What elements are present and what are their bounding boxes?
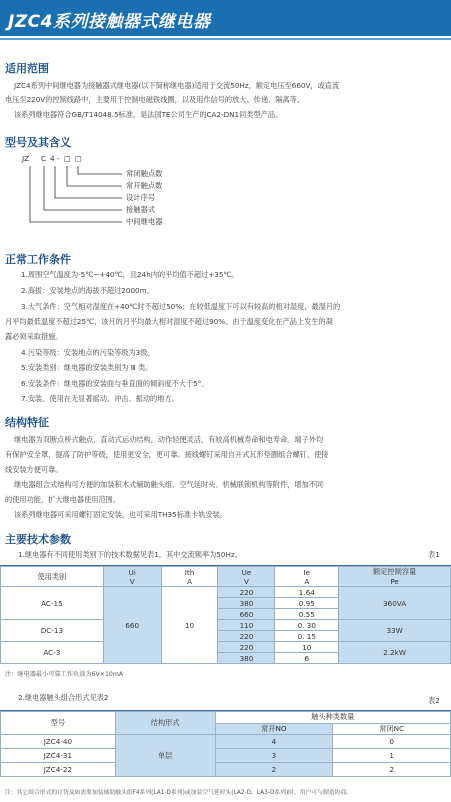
table1-ie-cell: 10: [275, 642, 339, 653]
table2-header-nc: 常闭NC: [333, 723, 451, 735]
table1-ie-cell: 0. 30: [275, 620, 339, 631]
table1-caption: 1.继电器有不同使用类别下的技术数据见表1，其中交流频率为50Hz。: [18, 550, 242, 559]
table2: [0, 711, 451, 777]
table2-header-form: 结构形式: [115, 712, 215, 735]
structure-line-1: 继电器为双断点桥式触点，直动式运动结构，动作轻便灵活，有较高机械寿命和电寿命。端子外均: [14, 435, 324, 444]
table1-ie-cell: 0. 15: [275, 631, 339, 642]
structure-line-2: 有保护安全罩，提高了防护等级，使用更安全，更可靠。接线螺钉采用自升式瓦形垫圈组合螺钉，使接: [5, 450, 329, 459]
table1-ue-cell: 380: [218, 598, 275, 609]
condition-line-2: 2.海拔：安装地点的海拔不超过2000m。: [21, 286, 154, 295]
table1: [0, 566, 451, 664]
table1-ie-cell: 0.55: [275, 609, 339, 620]
structure-line-5: 的使用功能，扩大继电器使用范围。: [5, 495, 121, 504]
table1-ie-cell: 6: [275, 653, 339, 664]
table-row: [1, 620, 451, 631]
structure-line-3: 线安装方便可靠。: [5, 465, 63, 474]
table1-ui-value: 660: [103, 587, 161, 664]
table2-model-cell: JZC4-22: [1, 763, 116, 777]
table2-caption: 2.继电器触头组合形式见表2: [18, 693, 109, 702]
condition-line-3: 3.大气条件：空气相对湿度在+40℃时不超过50%；在较低温度下可以有较高的相对湿度，最湿月的: [21, 302, 341, 311]
condition-line-7: 5.安装类别：继电器的安装类别为 Ⅲ 类。: [21, 363, 153, 372]
scope-line-2: 电压至220V的控制线路中，主要用于控制电磁铁线圈，以及用作信号的放大、传递、隔离等。: [5, 95, 304, 104]
condition-line-4: 月平均最低温度不超过25℃，该月的月平均最大相对湿度不超过90%。由于温度变化在产品上发生的凝: [5, 317, 333, 326]
table1-capacity-ac15: 360VA: [339, 587, 451, 620]
table1-category-ac3: AC-3: [1, 642, 104, 664]
section-heading-model: 型号及其含义: [5, 136, 71, 149]
table1-ue-cell: 380: [218, 653, 275, 664]
table1-ie-cell: 0.95: [275, 598, 339, 609]
table1-ith-value: 10: [161, 587, 218, 664]
table1-capacity-ac3: 2.2kW: [339, 642, 451, 664]
table1-header-row: [1, 567, 451, 587]
structure-line-6: 该系列继电器可采用螺钉固定安装，也可采用TH35标准卡轨安装。: [14, 510, 228, 519]
table1-ue-cell: 220: [218, 642, 275, 653]
table1-header-rated: 额定控制容量 Pe: [339, 567, 451, 587]
table1-header-ui: Ui V: [103, 567, 161, 587]
table1-category-ac15: AC-15: [1, 587, 104, 620]
condition-line-5: 露必须采取措施。: [5, 332, 63, 341]
table1-ue-cell: 110: [218, 620, 275, 631]
scope-line-3: 该系列继电器符合GB/T14048.5标准，是法国TE公司生产的CA2-DN1同类型产品。: [14, 110, 283, 119]
table1-ue-cell: 660: [218, 609, 275, 620]
table1-header-ie: Ie A: [275, 567, 339, 587]
table2-header-contacts: 触头种类数量: [215, 712, 450, 724]
table1-ie-cell: 1.64: [275, 587, 339, 598]
model-label-intermediate-relay: 中间继电器: [126, 217, 163, 226]
table1-capacity-dc13: 33W: [339, 620, 451, 642]
model-code-box-1: □: [64, 154, 71, 163]
condition-line-8: 6.安装条件：继电器的安装面与垂直面的倾斜度不大于5°。: [21, 379, 209, 388]
table1-header-ith: Ith A: [161, 567, 218, 587]
model-code-4: 4 -: [50, 154, 60, 163]
section-heading-conditions: 正常工作条件: [5, 253, 71, 266]
model-code-c: C: [41, 154, 47, 163]
table-row: [1, 642, 451, 653]
title-bar: [0, 0, 451, 36]
section-heading-structure: 结构特征: [5, 416, 49, 429]
model-label-no-count: 常开触点数: [126, 181, 163, 190]
model-label-design-no: 设计序号: [126, 193, 156, 202]
table-row: [1, 587, 451, 598]
condition-line-1: 1.周围空气温度为-5℃~+40℃，且24h内的平均值不超过+35℃。: [21, 270, 239, 279]
table1-header-ue: Ue V: [218, 567, 275, 587]
model-code-box-2: □: [75, 154, 82, 163]
table2-nc-cell: 0: [333, 735, 451, 749]
model-label-nc-count: 常闭触点数: [126, 169, 163, 178]
table-row: [1, 735, 451, 749]
condition-line-6: 4.污染等级：安装地点的污染等级为3级。: [21, 348, 155, 357]
table2-note: 注：其它组合形式的订货及如需要加装辅助触头组F4系列(LA1-D系列)或加装空气延时头(LA2-D、LA3-D系列)时，用户可与制造协商。: [5, 790, 353, 796]
table-row: [1, 749, 451, 763]
table2-number: 表2: [428, 696, 440, 705]
table2-header-row: [1, 712, 451, 724]
scope-line-1: JZC4系列中间继电器为接触器式继电器(以下简称继电器)适用于交流50Hz，额定电压至660V，或直流: [14, 81, 340, 90]
model-label-contactor-type: 接触器式: [126, 205, 156, 214]
table1-header-category: 使用类别: [1, 567, 104, 587]
model-code-jz: JZ: [22, 154, 30, 163]
structure-line-4: 继电器组合式结构可方便的加装积木式辅助触头组、空气延时头、机械联锁机构等附件，增加不同: [14, 480, 324, 489]
page-title: JZC4系列接触器式继电器: [8, 12, 211, 32]
table1-note: 注：继电器最小可靠工作负载为6V×10mA: [5, 671, 124, 678]
section-heading-tech: 主要技术参数: [5, 533, 71, 546]
table-row: [1, 763, 451, 777]
table2-form-value: 单层: [115, 735, 215, 777]
condition-line-9: 7.安装、使用在无显著摇动、冲击、振动的地方。: [21, 394, 179, 403]
table1-ue-cell: 220: [218, 587, 275, 598]
table2-nc-cell: 1: [333, 749, 451, 763]
table1-number: 表1: [428, 550, 440, 559]
section-heading-scope: 适用范围: [5, 62, 49, 75]
table2-model-cell: JZC4-40: [1, 735, 116, 749]
table2-model-cell: JZC4-31: [1, 749, 116, 763]
model-code-diagram: [0, 150, 451, 242]
table1-ue-cell: 220: [218, 631, 275, 642]
table2-no-cell: 3: [215, 749, 333, 763]
model-code-leader-lines: [0, 150, 130, 242]
table2-nc-cell: 2: [333, 763, 451, 777]
table1-category-dc13: DC-13: [1, 620, 104, 642]
table2-header-no: 常开NO: [215, 723, 333, 735]
table2-no-cell: 2: [215, 763, 333, 777]
title-divider: [0, 38, 451, 40]
table2-header-model: 型号: [1, 712, 116, 735]
table2-no-cell: 4: [215, 735, 333, 749]
